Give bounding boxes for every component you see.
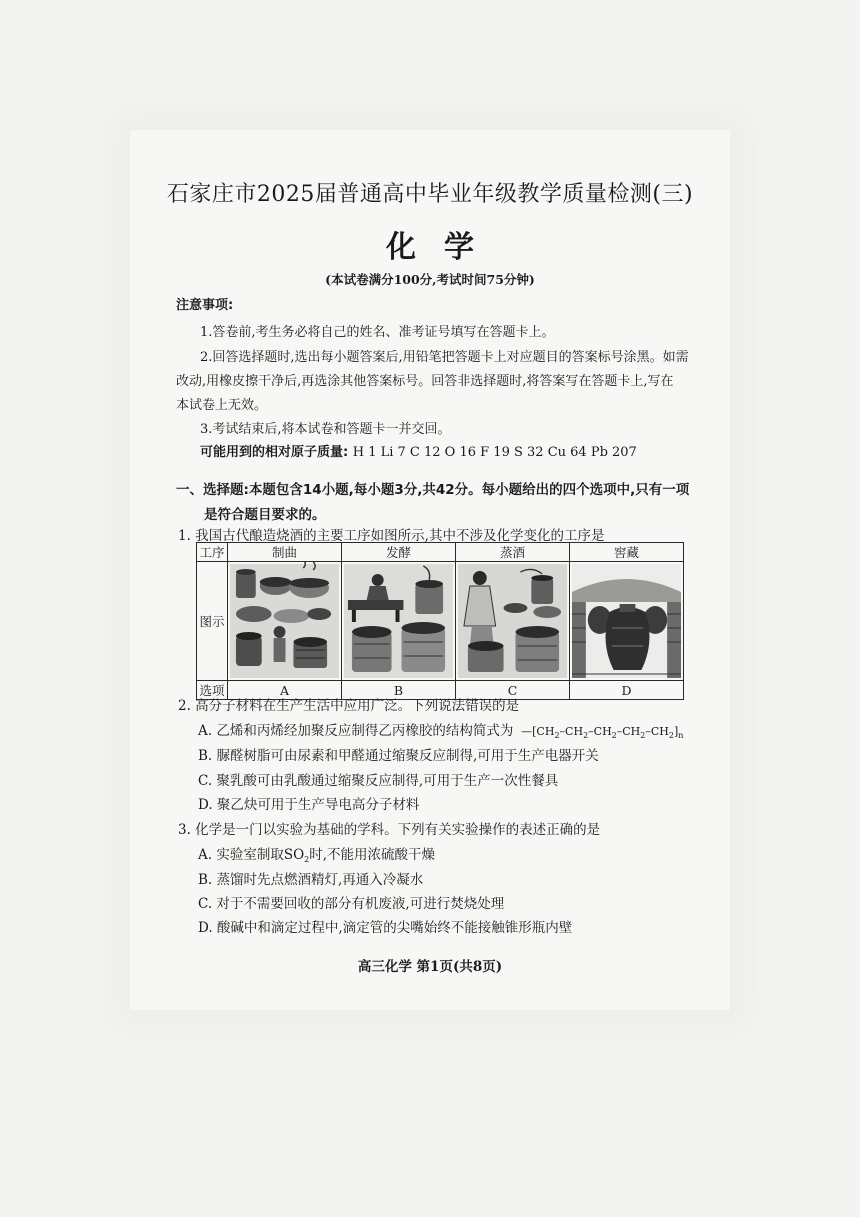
question-3-option-d: D. 酸碱中和滴定过程中,滴定管的尖嘴始终不能接触锥形瓶内壁	[198, 920, 573, 936]
option-letter: A	[228, 681, 342, 700]
option-letter: D	[570, 681, 684, 700]
process-name: 制曲	[228, 543, 342, 562]
note-item: 改动,用橡皮擦干净后,再选涂其他答案标号。回答非选择题时,将答案写在答题卡上,写在	[176, 374, 674, 389]
notes-heading: 注意事项:	[176, 298, 234, 313]
note-item: 2.回答选择题时,选出每小题答案后,用铅笔把答题卡上对应题目的答案标号涂黑。如需	[200, 350, 689, 365]
atomic-mass-line	[200, 441, 637, 460]
exam-title: 石家庄市2025届普通高中毕业年级教学质量检测(三)	[166, 182, 694, 207]
question-1-stem: 1. 我国古代酿造烧酒的主要工序如图所示,其中不涉及化学变化的工序是	[178, 528, 605, 544]
process-name: 发酵	[342, 543, 456, 562]
illustration-cellar	[570, 562, 684, 681]
row-label: 图示	[197, 562, 228, 681]
cellar-storage-illustration	[570, 562, 683, 680]
question-3-option-c: C. 对于不需要回收的部分有机废液,可进行焚烧处理	[198, 896, 505, 912]
question-2-option-b: B. 脲醛树脂可由尿素和甲醛通过缩聚反应制得,可用于生产电器开关	[198, 748, 599, 764]
question-3-option-b: B. 蒸馏时先点燃酒精灯,再通入冷凝水	[198, 872, 424, 888]
section-heading-line1: 一、选择题:本题包含14小题,每小题3分,共42分。每小题给出的四个选项中,只有一项	[176, 482, 690, 498]
illustration-koji	[228, 562, 342, 681]
option-a-suffix: 时,不能用浓硫酸干燥	[309, 847, 436, 863]
option-letter: C	[456, 681, 570, 700]
row-label: 工序	[197, 543, 228, 562]
process-name: 蒸酒	[456, 543, 570, 562]
illustration-distillation	[456, 562, 570, 681]
process-table	[196, 542, 684, 700]
section-heading-line2: 是符合题目要求的。	[204, 507, 326, 523]
option-a-subscript: 2	[304, 855, 310, 864]
option-a-prefix: A. 实验室制取SO	[198, 847, 305, 863]
atomic-mass-label: 可能用到的相对原子质量:	[200, 445, 349, 460]
subject-title: 化学	[386, 230, 502, 265]
koji-making-illustration	[228, 562, 341, 680]
question-2-stem: 2. 高分子材料在生产生活中应用广泛。下列说法错误的是	[178, 698, 520, 714]
process-row	[197, 543, 684, 562]
note-item: 1.答卷前,考生务必将自己的姓名、准考证号填写在答题卡上。	[200, 325, 555, 340]
option-letter: B	[342, 681, 456, 700]
question-2-option-c: C. 聚乳酸可由乳酸通过缩聚反应制得,可用于生产一次性餐具	[198, 773, 559, 789]
option-a-text: A. 乙烯和丙烯经加聚反应制得乙丙橡胶的结构简式为	[198, 723, 514, 739]
illustration-fermentation	[342, 562, 456, 681]
distillation-illustration	[456, 562, 569, 680]
question-2-option-a	[198, 719, 683, 740]
page-footer: 高三化学 第1页(共8页)	[357, 959, 503, 975]
fermentation-illustration	[342, 562, 455, 680]
row-label: 选项	[197, 681, 228, 700]
process-name: 窖藏	[570, 543, 684, 562]
illustration-row	[197, 562, 684, 681]
question-2-option-d: D. 聚乙炔可用于生产导电高分子材料	[198, 797, 420, 813]
note-item: 3.考试结束后,将本试卷和答题卡一并交回。	[200, 422, 451, 437]
score-note: (本试卷满分100分,考试时间75分钟)	[325, 272, 535, 287]
note-item: 本试卷上无效。	[176, 398, 268, 413]
question-3-option-a	[198, 843, 435, 864]
polymer-formula: $—[CH_2-CH_2-CH_2-CH_2-CH_2]_n$	[517, 725, 684, 740]
atomic-mass-values: H 1 Li 7 C 12 O 16 F 19 S 32 Cu 64 Pb 207	[352, 445, 637, 460]
question-3-stem: 3. 化学是一门以实验为基础的学科。下列有关实验操作的表述正确的是	[178, 822, 601, 838]
